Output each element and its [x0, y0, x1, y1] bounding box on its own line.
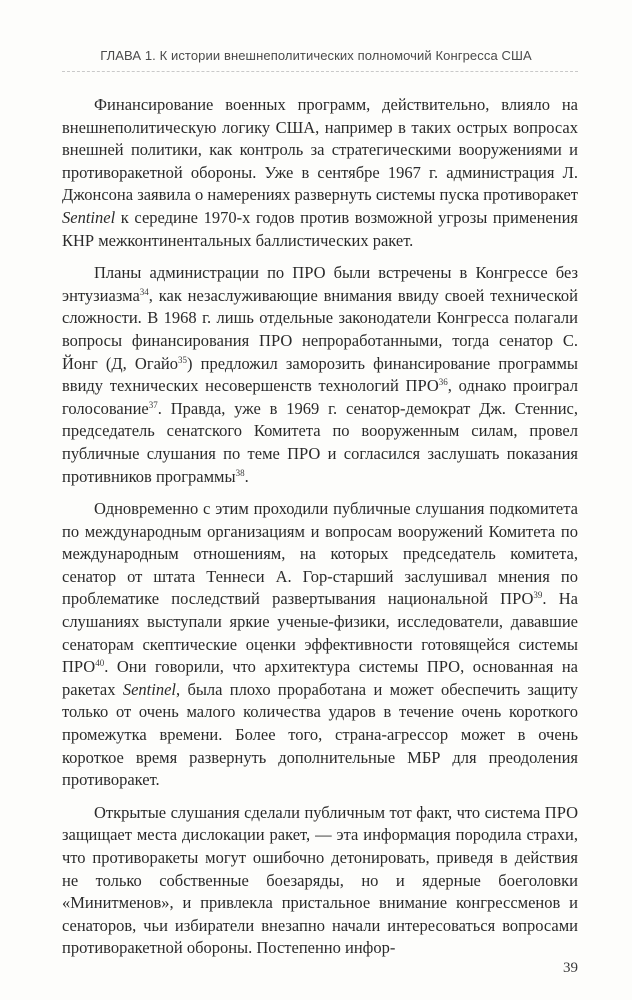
paragraph-text: Финансирование военных программ, действительно, влияло на внешнеполитическую логику США, например в таких острых вопросах внешней политики, как контроль за стратегическими вооружениями и противоракетной обороны. Уже в сентябре 1967 г. администрация Л. Джонсона заявила о намерениях развернуть системы пуска противоракет: [62, 95, 578, 205]
paragraph: [62, 498, 578, 792]
paragraph-text: , как незаслуживающие внимания ввиду своей технической сложности. В 1968 г. лишь отдельные законодатели Конгресса полагали вопросы финансирования ПРО непроработанными, тогда сенатор С. Йонг (Д, Огайо: [62, 285, 578, 373]
paragraph-text: Планы администрации по ПРО были встречены в Конгрессе без энтузиазма: [62, 263, 578, 305]
paragraph: [62, 262, 578, 488]
running-head: ГЛАВА 1. К истории внешнеполитических полномочий Конгресса США: [100, 48, 532, 63]
paragraph-text: Открытые слушания сделали публичным тот факт, что система ПРО защищает места дислокации ракет, — эта информация породила страхи, что противоракеты могут ошибочно детонировать, приведя в действия не только собственные боезаряды, но и ядерные боеголовки «Минитменов», и привлекла пристальное внимание конгрессменов и сенаторов, чьи избиратели внезапно начали интересоваться вопросами противоракетной обороны. Постепенно инфор-: [62, 802, 578, 958]
paragraph-text: к середине 1970-х годов против возможной угрозы применения КНР межконтинентальных баллистических ракет.: [62, 207, 578, 250]
footnote-ref[interactable]: 34: [139, 286, 149, 297]
footnote-ref[interactable]: 35: [178, 354, 188, 365]
paragraph-text: .: [244, 466, 249, 486]
header-divider: [62, 71, 578, 72]
italic-term: Sentinel: [62, 207, 116, 227]
paragraph-text: . Они говорили, что архитектура системы ПРО, основанная на ракетах: [62, 657, 578, 699]
paragraph-text: , однако проиграл голосование: [62, 376, 578, 418]
paragraph-text: . Правда, уже в 1969 г. сенатор-демократ Дж. Стеннис, председатель сенатского Комитета по вооруженным силам, провел публичные слушания по теме ПРО и согласился заслушать показания противников программы: [62, 398, 578, 486]
paragraph-text: , была плохо проработана и может обеспечить защиту только от очень малого количества ударов в течение очень короткого промежутка времени. Более того, страна-агрессор может в очень короткое время развернуть дополнительные МБР для преодоления противоракет.: [62, 679, 578, 790]
body-text: [62, 94, 578, 960]
footnote-ref[interactable]: 38: [235, 467, 245, 478]
paragraph: [62, 802, 578, 960]
paragraph-text: Одновременно с этим проходили публичные слушания подкомитета по международным организациям и вопросам вооружений Комитета по международным отношениям, на которых председатель комитета, сенатор от штата Теннеси А. Гор-старший заслушивал мнения по проблематике последствий развертывания национальной ПРО: [62, 499, 578, 609]
page-number: 39: [563, 960, 578, 976]
footnote-ref[interactable]: 40: [95, 658, 105, 669]
footnote-ref[interactable]: 36: [438, 377, 448, 388]
paragraph: [62, 94, 578, 252]
paragraph-text: . На слушаниях выступали яркие ученые-физики, исследователи, дававшие сенаторам скептические оценки эффективности готовящейся системы ПРО: [62, 589, 578, 677]
footnote-ref[interactable]: 37: [148, 399, 158, 410]
footnote-ref[interactable]: 39: [533, 590, 543, 601]
italic-term: Sentinel: [122, 679, 176, 699]
paragraph-text: ) предложил заморозить финансирование программы ввиду технических несовершенств технологий ПРО: [62, 353, 578, 396]
